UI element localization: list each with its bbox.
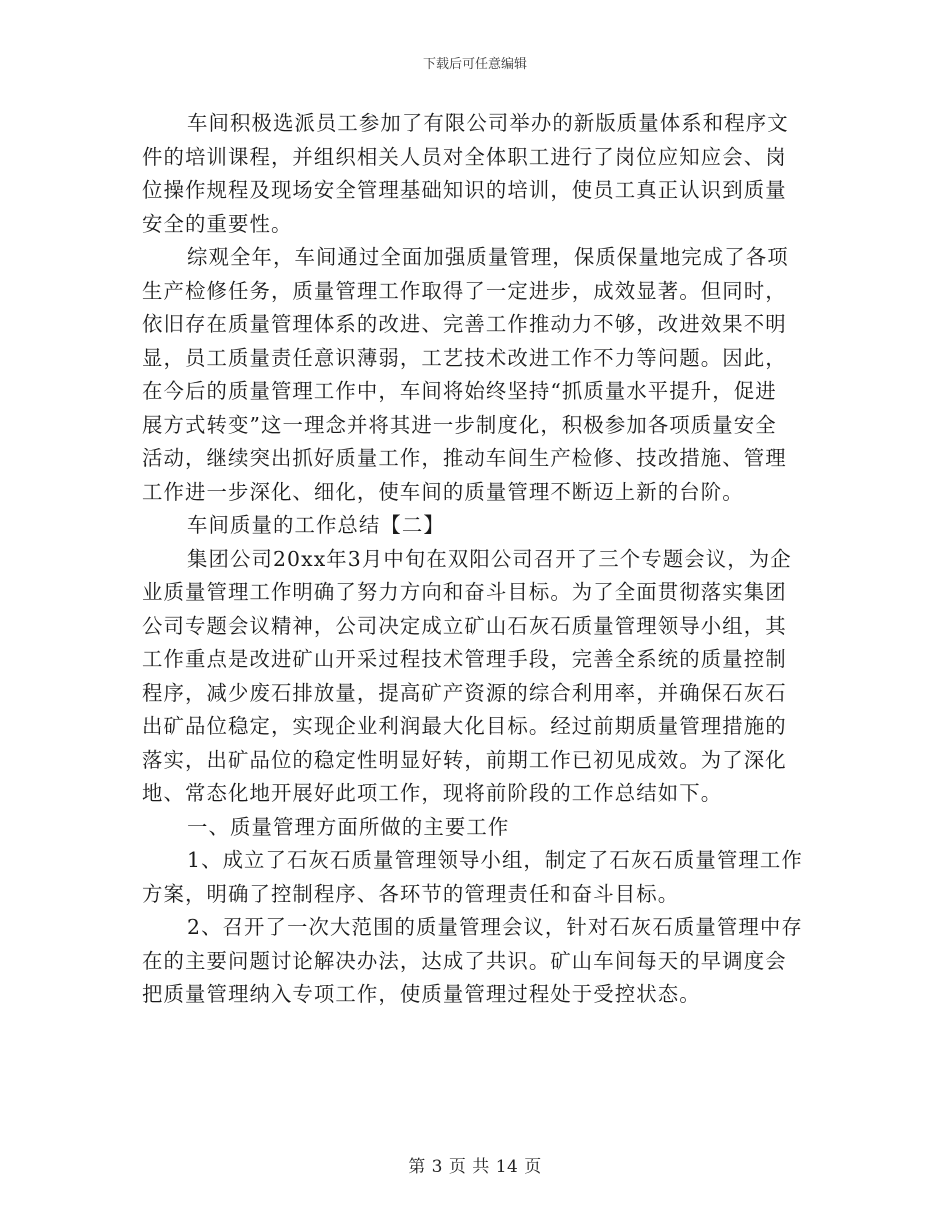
text-line: 方案，明确了控制程序、各环节的管理责任和奋斗目标。 — [142, 881, 680, 906]
text-line: 地、常态化地开展好此项工作，现将前阶段的工作总结如下。 — [142, 781, 723, 805]
text-line: 工作进一步深化、细化，使车间的质量管理不断迈上新的台阶。 — [142, 479, 744, 504]
text-line: 车间积极选派员工参加了有限公司举办的新版质量体系和程序文 — [187, 111, 789, 135]
text-line: 把质量管理纳入专项工作，使质量管理过程处于受控状态。 — [142, 982, 701, 1006]
text-line: 依旧存在质量管理体系的改进、完善工作推动力不够，改进效果不明 — [142, 312, 787, 336]
text-line: 工作重点是改进矿山开采过程技术管理手段，完善全系统的质量控制 — [142, 647, 787, 671]
text-line: 程序，减少废石排放量，提高矿产资源的综合利用率，并确保石灰石 — [142, 680, 787, 705]
page-header: 下载后可任意编辑 — [422, 57, 527, 72]
text-line: 显，员工质量责任意识薄弱，工艺技术改进工作不力等问题。因此， — [142, 345, 787, 370]
text-line: 集团公司20xx年3月中旬在双阳公司召开了三个专题会议，为企 — [187, 546, 792, 571]
text-line: 展方式转变”这一理念并将其进一步制度化，积极参加各项质量安全 — [142, 412, 777, 437]
text-line: 活动，继续突出抓好质量工作，推动车间生产检修、技改措施、管理 — [142, 446, 787, 470]
text-line: 2、召开了一次大范围的质量管理会议，针对石灰石质量管理中存 — [187, 915, 803, 939]
text-line: 落实，出矿品位的稳定性明显好转，前期工作已初见成效。为了深化 — [142, 747, 787, 772]
text-line: 1、成立了石灰石质量管理领导小组，制定了石灰石质量管理工作 — [187, 848, 803, 872]
text-line: 件的培训课程，并组织相关人员对全体职工进行了岗位应知应会、岗 — [142, 144, 787, 169]
text-line: 安全的重要性。 — [142, 211, 293, 236]
text-line: 生产检修任务，质量管理工作取得了一定进步，成效显著。但同时， — [142, 278, 787, 303]
text-line: 在今后的质量管理工作中，车间将始终坚持“抓质量水平提升，促进 — [142, 379, 777, 403]
page-number-footer: 第 3 页 共 14 页 — [408, 1157, 542, 1177]
text-line: 业质量管理工作明确了努力方向和奋斗目标。为了全面贯彻落实集团 — [142, 580, 787, 604]
document-body — [142, 107, 824, 1012]
text-line: 车间质量的工作总结【二】 — [187, 513, 445, 537]
text-line: 一、质量管理方面所做的主要工作 — [187, 814, 510, 839]
text-line: 综观全年，车间通过全面加强质量管理，保质保量地完成了各项 — [187, 245, 789, 269]
text-line: 出矿品位稳定，实现企业利润最大化目标。经过前期质量管理措施的 — [142, 714, 787, 738]
text-line: 在的主要问题讨论解决办法，达成了共识。矿山车间每天的早调度会 — [142, 948, 787, 973]
text-line: 位操作规程及现场安全管理基础知识的培训，使员工真正认识到质量 — [142, 178, 787, 202]
text-line: 公司专题会议精神，公司决定成立矿山石灰石质量管理领导小组，其 — [142, 613, 787, 638]
